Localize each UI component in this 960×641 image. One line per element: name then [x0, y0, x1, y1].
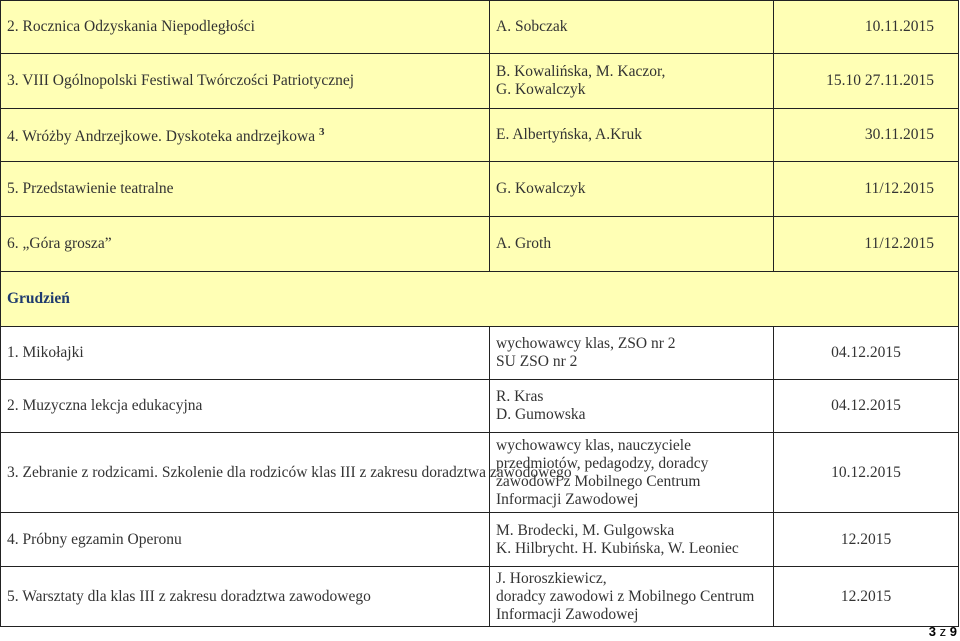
event-cell: 2. Rocznica Odzyskania Niepodległości — [1, 1, 490, 54]
responsible-cell: R. Kras D. Gumowska — [490, 380, 774, 433]
date-cell: 10.11.2015 — [774, 1, 959, 54]
table-row — [1, 217, 959, 272]
table-row — [1, 433, 959, 513]
date-cell: 15.10 27.11.2015 — [774, 54, 959, 109]
responsible-cell: wychowawcy klas, ZSO nr 2 SU ZSO nr 2 — [490, 327, 774, 380]
event-cell: 6. „Góra grosza” — [1, 217, 490, 272]
date-cell: 04.12.2015 — [774, 327, 959, 380]
event-cell — [1, 109, 490, 162]
section-title: Grudzień — [1, 272, 959, 327]
responsible-cell: B. Kowalińska, M. Kaczor, G. Kowalczyk — [490, 54, 774, 109]
event-cell: 3. Zebranie z rodzicami. Szkolenie dla rodziców klas III z zakresu doradztwa zawodowego — [1, 433, 490, 513]
footnote-marker: 3 — [319, 126, 325, 139]
current-page: 3 — [928, 624, 937, 639]
date-cell: 11/12.2015 — [774, 217, 959, 272]
event-cell: 5. Przedstawienie teatralne — [1, 162, 490, 217]
date-cell: 12.2015 — [774, 567, 959, 627]
date-cell: 10.12.2015 — [774, 433, 959, 513]
date-cell: 11/12.2015 — [774, 162, 959, 217]
table-row — [1, 327, 959, 380]
event-cell: 2. Muzyczna lekcja edukacyjna — [1, 380, 490, 433]
table-row — [1, 1, 959, 54]
date-cell: 30.11.2015 — [774, 109, 959, 162]
responsible-cell: wychowawcy klas, nauczyciele przedmiotów, pedagodzy, doradcy zawodowi z Mobilnego Centrum Informacji Zawodowej — [490, 433, 774, 513]
page-number — [929, 624, 957, 639]
total-pages: 9 — [949, 624, 957, 639]
table-row — [1, 54, 959, 109]
table-row — [1, 162, 959, 217]
table-row — [1, 513, 959, 567]
responsible-cell: A. Sobczak — [490, 1, 774, 54]
date-cell: 12.2015 — [774, 513, 959, 567]
page-separator: z — [939, 624, 947, 639]
date-cell: 04.12.2015 — [774, 380, 959, 433]
responsible-cell: G. Kowalczyk — [490, 162, 774, 217]
event-text: 4. Wróżby Andrzejkowe. Dyskoteka andrzejkowa — [7, 128, 316, 146]
table-row — [1, 109, 959, 162]
event-cell: 3. VIII Ogólnopolski Festiwal Twórczości Patriotycznej — [1, 54, 490, 109]
table-row — [1, 567, 959, 627]
event-cell: 4. Próbny egzamin Operonu — [1, 513, 490, 567]
responsible-cell: M. Brodecki, M. Gulgowska K. Hilbrycht. H. Kubińska, W. Leoniec — [490, 513, 774, 567]
table-row — [1, 380, 959, 433]
event-cell: 5. Warsztaty dla klas III z zakresu doradztwa zawodowego — [1, 567, 490, 627]
event-cell: 1. Mikołajki — [1, 327, 490, 380]
section-row — [1, 272, 959, 327]
responsible-cell: J. Horoszkiewicz, doradcy zawodowi z Mobilnego Centrum Informacji Zawodowej — [490, 567, 774, 627]
responsible-cell: E. Albertyńska, A.Kruk — [490, 109, 774, 162]
responsible-cell: A. Groth — [490, 217, 774, 272]
